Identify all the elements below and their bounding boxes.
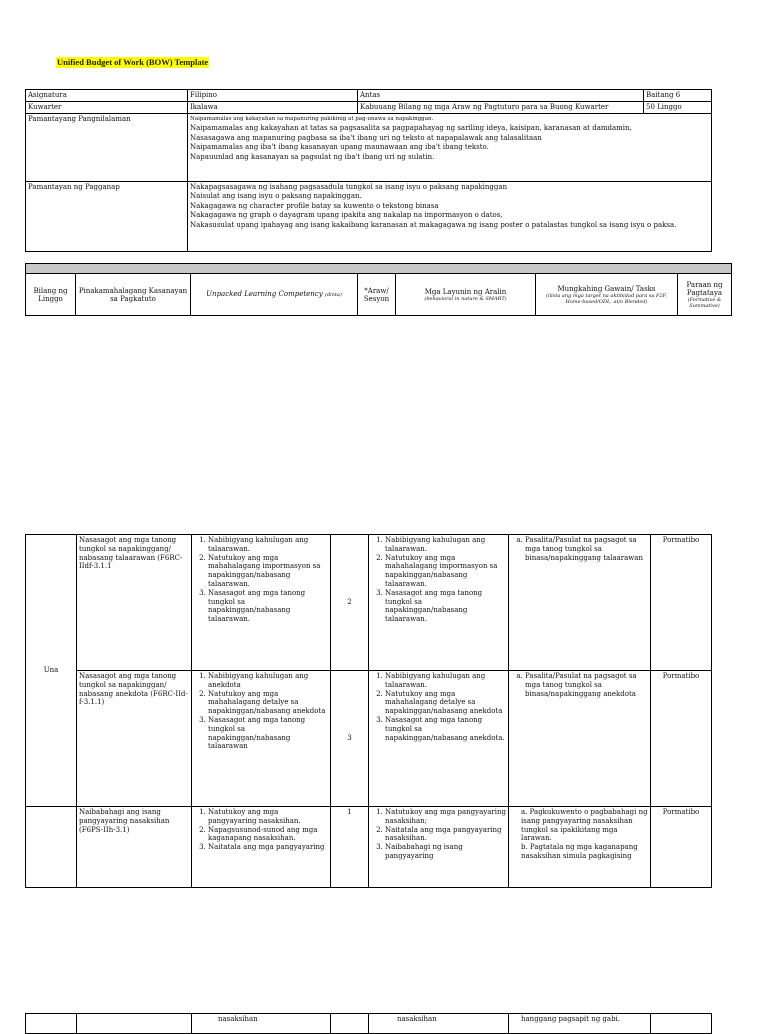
table-row: [26, 535, 712, 671]
paraan-cell: Pormatibo: [651, 671, 712, 807]
list-item: 2. Naitatala ang mga pangyayaring nasaksihan.: [385, 826, 506, 844]
body-table: [25, 534, 712, 888]
list-item: 3. Naitatala ang mga pangyayaring: [208, 843, 328, 852]
week-cell: Una: [26, 535, 77, 807]
table-row: [26, 671, 712, 807]
table-row: [26, 807, 712, 888]
content-standard-line: Naipamamalas ang iba't ibang kasanayan upang maunawaan ang iba't ibang teksto.: [190, 143, 489, 152]
col-unpacked-label: Unpacked Learning Competency: [206, 290, 323, 298]
bilang-label: Kabuuang Bilang ng mga Araw ng Pagtuturo para sa Buong Kuwarter: [358, 101, 644, 113]
list-item: b. Pagtatala ng mga kaganapang nasaksihan simula pagkagising: [521, 843, 638, 860]
performance-standard-line: Naisulat ang isang isyu o paksang napakinggan.: [190, 192, 362, 201]
col-paraan: [678, 274, 732, 316]
pamantayang-pangnilalaman-label: Pamantayang Pangnilalaman: [26, 113, 188, 181]
content-standard-line: Naipamamalas ang kakayahan sa mapanuring pakikinig at pag-unawa sa napakinggan.: [190, 115, 434, 122]
list-item: a. Pasalita/Pasulat na pagsagot sa mga tanog tungkol sa binasa/napakinggang anekdota: [525, 672, 648, 698]
list-item: 1. Nabibigyang kahulugan ang anekdota: [208, 672, 328, 690]
performance-standard-line: Nakagagawa ng graph o dayagram upang ipakita ang nakalap na impormasyon o datos,: [190, 211, 503, 220]
unpacked-cell: [192, 671, 331, 807]
col-unpacked: [191, 274, 358, 316]
araw-cell: 2: [331, 535, 369, 671]
col-araw: *Araw/ Sesyon: [358, 274, 396, 316]
unpacked-cell: [192, 535, 331, 671]
list-item: 3. Nasasagot ang mga tanong tungkol sa napakinggan/nabasang talaarawan.: [385, 589, 506, 624]
pamantayan-pagganap-content: [188, 181, 712, 251]
col-unpacked-note: (dinta): [324, 292, 342, 298]
list-item: 2. Napagsusunod-sunod ang mga kaganapang nasaksihan.: [208, 826, 328, 844]
gawain-cell: hanggang pagsapit ng gabi.: [509, 1014, 651, 1034]
list-item: 1. Nabibigyang kahulugan ang talaarawan.: [385, 536, 506, 554]
kwarter-value: Ikalawa: [188, 101, 358, 113]
col-layunin: [396, 274, 536, 316]
performance-standard-line: Nakapagsasagawa ng isahang pagsasadula tungkol sa isang isyu o paksang napakinggan: [190, 182, 508, 191]
layunin-cell: [369, 671, 509, 807]
list-item: 2. Natutukoy ang mga mahahalagang impormasyon sa napakinggan/nabasang talaarawan.: [385, 554, 506, 589]
col-gawain-note: (ilista ang mga target na aktibidad para sa F2F, Home-based/ODL, at/o Blended): [546, 292, 667, 305]
col-paraan-label: Paraan ng Pagtataya: [686, 280, 723, 297]
gawain-cell: [509, 671, 651, 807]
col-gawain-label: Mungkahing Gawain/ Tasks: [557, 284, 656, 293]
antas-label: Antas: [358, 90, 644, 102]
list-item: 3. Nasasagot ang mga tanong tungkol sa napakinggan/nabasang talaarawan: [208, 716, 328, 751]
layunin-cell: [369, 807, 509, 888]
list-item: 1. Natutukoy ang mga pangyayaring nasaksihan;: [385, 808, 506, 826]
asignatura-label: Asignatura: [26, 90, 188, 102]
unpacked-cell: nasaksihan: [192, 1014, 331, 1034]
col-kasanayan: Pinakamahalagang Kasanayan sa Pagkatuto: [76, 274, 191, 316]
col-layunin-note: (behavioral in nature & SMART): [424, 295, 507, 302]
col-layunin-label: Mga Layunin ng Aralin: [424, 287, 507, 296]
performance-standard-line: Nakagagawa ng character profile batay sa kuwento o tekstong binasa: [190, 201, 439, 210]
pamantayan-pagganap-label: Pamantayan ng Pagganap: [26, 181, 188, 251]
header-table: [25, 89, 712, 252]
list-item: 1. Natutukoy ang mga pangyayaring nasaksihan.: [208, 808, 328, 826]
paraan-cell: Pormatibo: [651, 807, 712, 888]
pamantayang-pangnilalaman-content: [188, 113, 712, 181]
baitang-value: Baitang 6: [644, 90, 712, 102]
araw-cell: 1: [331, 807, 369, 888]
list-item: 1. Nabibigyang kahulugan ang talaarawan.: [385, 672, 506, 690]
paraan-cell: Pormatibo: [651, 535, 712, 671]
layunin-cell: [369, 535, 509, 671]
col-paraan-note: (Formative & Summative): [687, 296, 722, 309]
layunin-cell: nasaksihan: [369, 1014, 509, 1034]
kasanayan-cell: Nasasagot ang mga tanong tungkol sa napakinggan/ nabasang anekdota (F6RC-IId-f-3.1.1): [77, 671, 192, 807]
gawain-cell: [509, 535, 651, 671]
unpacked-cell: [192, 807, 331, 888]
list-item: a. Pagkukuwento o pagbabahagi ng isang pangyayaring nasaksihan tungkol sa ipakikitang mga larawan.: [521, 808, 648, 843]
performance-standard-line: Nakasusulat upang ipahayag ang isang kakaibang karanasan at makagagawa ng isang poster o patalastas tungkol sa isang isyu o paksa.: [190, 220, 677, 229]
kasanayan-cell: Naibabahagi ang isang pangyayaring nasaksihan (F6PS-IIh-3.1): [77, 807, 192, 888]
list-item: 2. Natutukoy ang mga mahahalagang impormasyon sa napakinggan/nabasang talaarawan.: [208, 554, 328, 589]
content-standard-line: Nasasagawa ang mapanuring pagbasa sa iba't ibang uri ng teksto at napapalawak ang talasalitaan: [190, 133, 542, 142]
list-item: 2. Natutukoy ang mga mahahalagang detalye sa napakinggan/nabasang anekdota: [385, 690, 506, 716]
kwarter-label: Kuwarter: [26, 101, 188, 113]
list-item: 2. Natutukoy ang mga mahahalagang detalye sa napakinggan/nabasang anekdota: [208, 690, 328, 716]
col-gawain: [536, 274, 678, 316]
list-item: a. Pasalita/Pasulat na pagsagot sa mga tanog tungkol sa binasa/napakinggang talaarawan: [525, 536, 648, 562]
col-bilang-linggo: Bilang ng Linggo: [26, 274, 76, 316]
gray-separator: [26, 264, 732, 274]
list-item: 3. Nasasagot ang mga tanong tungkol sa napakinggan/nabasang anekdota.: [385, 716, 506, 742]
gawain-cell: [509, 807, 651, 888]
list-item: 3. Nasasagot ang mga tanong tungkol sa napakinggan/nabasang talaarawan.: [208, 589, 328, 624]
asignatura-value: Filipino: [188, 90, 358, 102]
kasanayan-cell: Nasasagot ang mga tanong tungkol sa napakinggang/ nabasang talaarawan (F6RC-IIdf-3.1.1: [77, 535, 192, 671]
linggo-value: 50 Linggo: [644, 101, 712, 113]
week-cell-empty: [26, 807, 77, 888]
content-standard-line: Naipamamalas ang kakayahan at tatas sa pagsasalita sa pagpapahayag ng sariling ideya, kaisipan, karanasan at damdamin,: [190, 124, 632, 133]
page-title: Unified Budget of Work (BOW) Template: [57, 57, 209, 67]
content-standard-line: Napauunlad ang kasanayan sa pagsulat ng iba't ibang uri ng sulatin.: [190, 152, 435, 161]
list-item: 1. Nabibigyang kahulugan ang talaarawan.: [208, 536, 328, 554]
column-header-table: [25, 263, 732, 316]
araw-cell: 3: [331, 671, 369, 807]
list-item: 3. Naibabahagi ng isang pangyayaring: [385, 843, 506, 861]
